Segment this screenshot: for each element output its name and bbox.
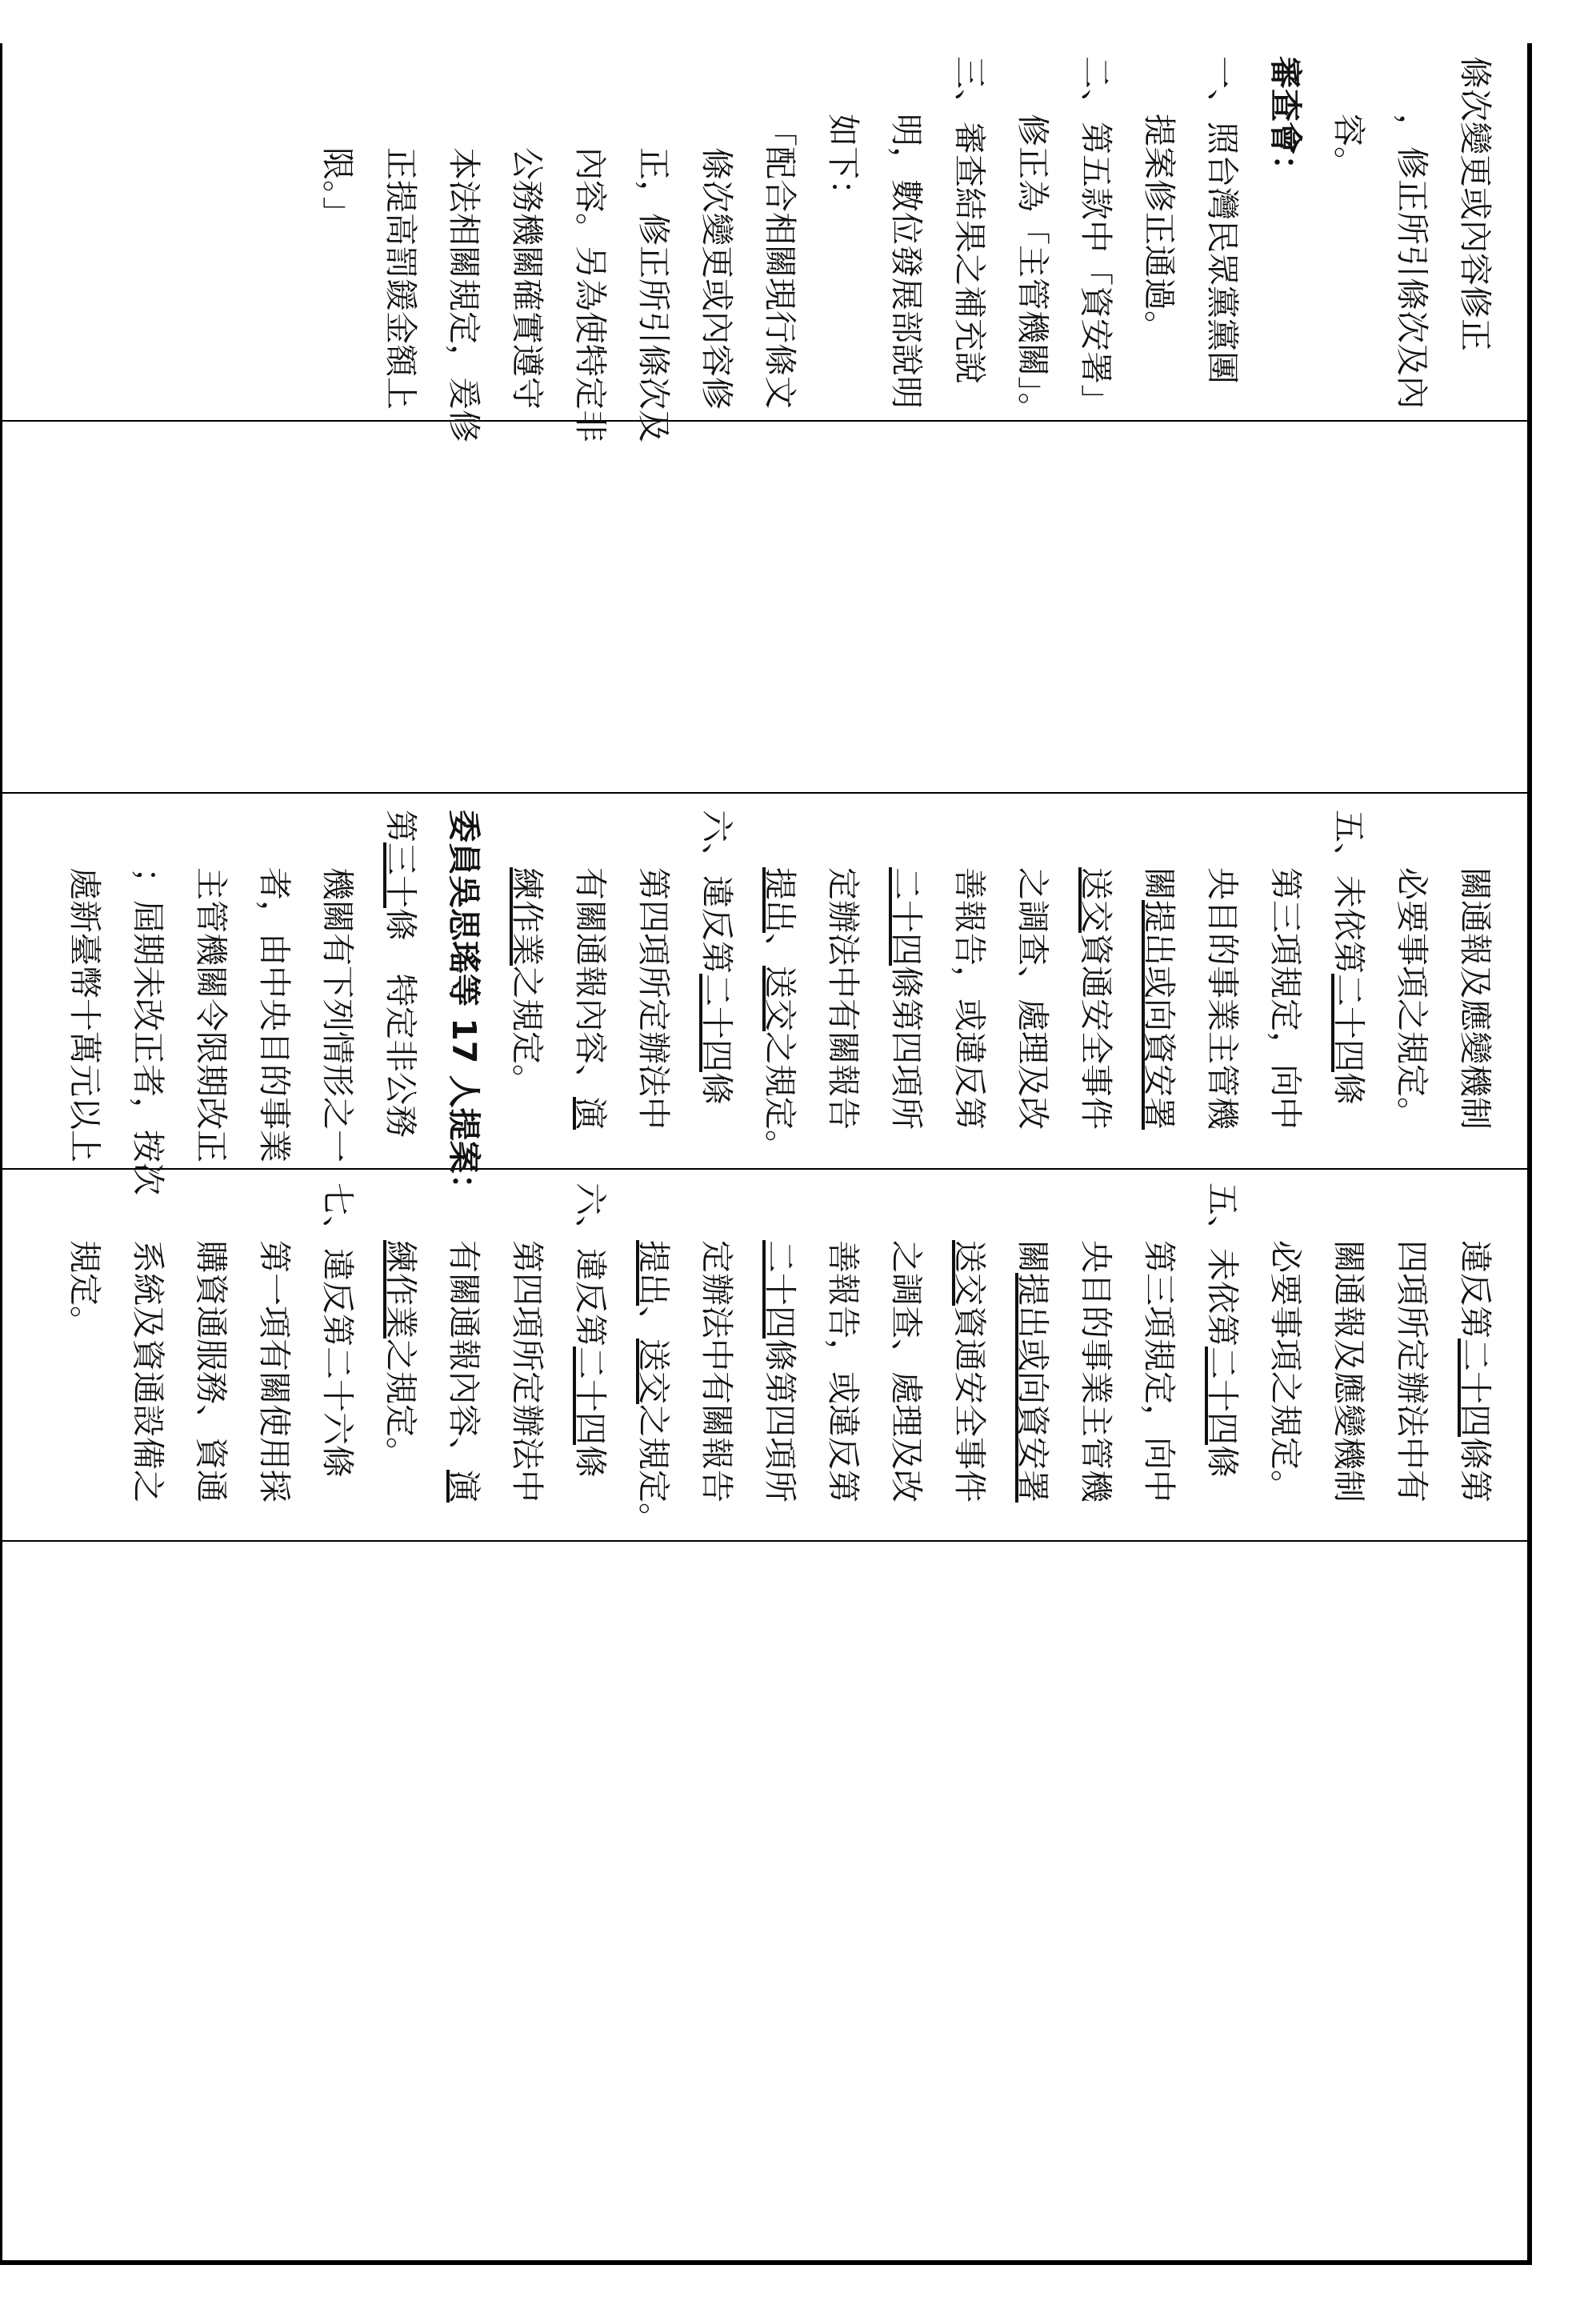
text-segment: 第三項規定，向中 <box>1140 1240 1178 1503</box>
text-segment: 第四項所定辦法中 <box>508 1240 546 1503</box>
text-segment: 、 <box>761 933 799 966</box>
text-segment: 資通安全事件 <box>1077 933 1115 1130</box>
text-line <box>369 810 432 1154</box>
text-segment: 者，由中央目的事業 <box>255 867 294 1163</box>
text-segment: 二十四 <box>761 1240 799 1339</box>
text-segment: 一、照台灣民眾黨黨團 <box>1203 56 1242 384</box>
text-segment: 二十四 <box>1203 1347 1242 1445</box>
text-segment: 五、未依第 <box>1330 810 1368 974</box>
text-segment: 條 <box>571 1445 610 1478</box>
text-segment: 、 <box>634 1306 673 1339</box>
text-line <box>495 56 558 410</box>
text-line <box>1064 56 1127 417</box>
text-segment: 明，數位發展部說明 <box>887 114 926 409</box>
text-line <box>811 1183 874 1527</box>
text-segment: 演 <box>445 1470 483 1503</box>
text-segment: 第一項有關使用採 <box>255 1240 294 1503</box>
text-line <box>685 810 748 1154</box>
text-line <box>1443 810 1506 1154</box>
text-line <box>685 1183 748 1527</box>
text-segment: 第 <box>382 810 420 842</box>
text-line <box>874 1183 938 1527</box>
text-segment: 送交 <box>634 1339 673 1404</box>
text-line <box>495 810 558 1154</box>
text-segment: 條 <box>1330 1072 1368 1105</box>
text-segment: 二十四 <box>698 974 736 1072</box>
text-line <box>811 56 874 400</box>
text-segment: 送交 <box>1077 867 1115 933</box>
text-line <box>1380 1183 1443 1527</box>
text-line <box>306 810 369 1163</box>
text-segment: 內容。另為使特定非 <box>571 147 610 442</box>
text-line <box>558 56 622 442</box>
text-line <box>938 810 1001 1154</box>
text-segment: 關 <box>1140 867 1178 900</box>
text-line <box>1254 1183 1317 1527</box>
text-segment: 機關有下列情形之一 <box>318 867 357 1163</box>
text-segment: 五、未依第 <box>1203 1183 1242 1347</box>
text-line <box>748 56 811 409</box>
text-segment: 二十四 <box>887 867 926 966</box>
text-segment: 提出或向資安署 <box>1014 1273 1052 1503</box>
text-segment: 第三項規定，向中 <box>1266 867 1305 1130</box>
text-segment: 七、違反第二十六條 <box>318 1183 357 1478</box>
text-line <box>938 1183 1001 1527</box>
text-line <box>432 56 495 442</box>
text-segment: 之規定。 <box>382 1339 420 1470</box>
text-line <box>685 56 748 410</box>
text-segment: 定辦法中有關報告 <box>698 1240 736 1503</box>
text-segment: 關通報及應變機制 <box>1456 867 1494 1130</box>
text-segment: 提出或向資安署 <box>1140 900 1178 1130</box>
text-segment: 二十四 <box>571 1347 610 1445</box>
text-line <box>432 810 495 1207</box>
text-segment: 送交 <box>950 1240 989 1306</box>
existing-text-cell <box>53 1183 1506 1535</box>
text-segment: 提出 <box>761 867 799 933</box>
text-line <box>622 810 685 1154</box>
text-line <box>938 56 1001 400</box>
text-segment: 有關通報內容、 <box>445 1240 483 1470</box>
text-line <box>1001 810 1064 1154</box>
column-divider <box>0 1540 1532 1542</box>
text-segment: 條第 <box>1456 1437 1494 1503</box>
text-segment: 條第四項所 <box>887 966 926 1130</box>
text-segment: ；屆期未改正者，按次 <box>129 867 167 1195</box>
text-line <box>242 810 306 1163</box>
text-segment: 系統及資通設備之 <box>129 1240 167 1503</box>
text-segment: 送交 <box>761 966 799 1031</box>
text-segment: 之規定。 <box>634 1404 673 1535</box>
text-segment: 第四項所定辦法中 <box>634 867 673 1130</box>
text-segment: 央目的事業主管機 <box>1203 867 1242 1130</box>
column-divider <box>0 1168 1532 1170</box>
text-line <box>1001 56 1064 426</box>
text-line <box>432 1183 495 1527</box>
text-segment: 主管機關令限期改正 <box>192 867 230 1163</box>
text-segment: 違反第 <box>1456 1240 1494 1339</box>
text-line <box>622 1183 685 1535</box>
text-segment: 有關通報內容、 <box>571 867 610 1097</box>
text-line <box>1380 56 1443 409</box>
text-segment: 善報告，或違反第 <box>950 867 989 1130</box>
text-line <box>1190 1183 1254 1527</box>
text-segment: 條次變更或內容修 <box>698 147 736 410</box>
text-line <box>242 1183 306 1527</box>
text-segment: 條 特定非公務 <box>382 908 420 1138</box>
review-explanation-cell <box>306 56 1506 442</box>
text-segment: 三、審查結果之補充說 <box>950 56 989 384</box>
text-line <box>748 810 811 1163</box>
text-segment: 提案修正通過。 <box>1140 114 1178 343</box>
text-line <box>1443 1183 1506 1527</box>
text-segment: 練作業 <box>382 1240 420 1339</box>
text-line <box>748 1183 811 1527</box>
text-segment: 正提高罰鍰金額上 <box>382 147 420 410</box>
text-segment: ，修正所引條次及內 <box>1393 114 1431 409</box>
text-segment: 演 <box>571 1097 610 1130</box>
text-line <box>1064 1183 1127 1527</box>
text-segment: 本法相關規定，爰修 <box>445 147 483 442</box>
text-segment: 六、違反第 <box>698 810 736 974</box>
text-segment: 二十四 <box>1456 1339 1494 1437</box>
text-segment: 修正為「主管機關」。 <box>1014 114 1052 426</box>
text-segment: 定辦法中有關報告 <box>824 867 862 1130</box>
text-line <box>179 810 242 1163</box>
text-segment: 條次變更或內容修正 <box>1456 56 1494 351</box>
text-line <box>811 810 874 1154</box>
text-line <box>495 1183 558 1527</box>
text-segment: 規定。 <box>66 1240 104 1339</box>
text-segment: 善報告，或違反第 <box>824 1240 862 1503</box>
text-segment: 「配合相關現行條文 <box>761 114 799 409</box>
text-line <box>558 810 622 1154</box>
text-segment: 二十四 <box>1330 974 1368 1072</box>
text-line <box>116 810 179 1195</box>
text-segment: 之規定。 <box>508 966 546 1097</box>
text-line <box>1001 1183 1064 1527</box>
text-segment: 必要事項之規定。 <box>1266 1240 1305 1503</box>
text-segment: 條 <box>698 1072 736 1105</box>
text-line <box>1127 1183 1190 1527</box>
text-segment: 條 <box>1203 1445 1242 1478</box>
text-segment: 練作業 <box>508 867 546 966</box>
text-line <box>116 1183 179 1527</box>
text-segment: 處新臺幣十萬元以上 <box>66 867 104 1163</box>
text-segment: 關通報及應變機制 <box>1330 1240 1368 1503</box>
text-line <box>1127 810 1190 1154</box>
text-segment: 資通安全事件 <box>950 1306 989 1503</box>
text-line <box>306 56 369 400</box>
text-segment: 央目的事業主管機 <box>1077 1240 1115 1503</box>
text-line <box>874 56 938 409</box>
text-line <box>369 56 432 410</box>
text-segment: 四項所定辦法中有 <box>1393 1240 1431 1503</box>
right-border-rule <box>0 2260 1532 2265</box>
text-line <box>1190 810 1254 1154</box>
text-segment: 委員吳思瑤等 17 人提案： <box>445 810 483 1207</box>
text-line <box>53 810 116 1163</box>
text-segment: 條第四項所 <box>761 1339 799 1503</box>
text-line <box>369 1183 432 1527</box>
text-line <box>306 1183 369 1527</box>
text-line <box>179 1183 242 1527</box>
text-line <box>1127 56 1190 400</box>
text-line <box>1317 1183 1380 1527</box>
text-segment: 購資通服務、資通 <box>192 1240 230 1503</box>
text-line <box>1254 810 1317 1154</box>
text-segment: 三十 <box>382 842 420 908</box>
text-line <box>53 1183 116 1527</box>
text-segment: 審查會： <box>1266 56 1305 187</box>
text-segment: 六、違反第 <box>571 1183 610 1347</box>
text-segment: 必要事項之規定。 <box>1393 867 1431 1130</box>
top-border-rule <box>1527 43 1532 2265</box>
text-segment: 限。」 <box>318 147 357 230</box>
text-line <box>1443 56 1506 400</box>
text-line <box>1317 810 1380 1154</box>
column-divider <box>0 420 1532 422</box>
text-segment: 之規定。 <box>761 1031 799 1163</box>
text-line <box>1190 56 1254 400</box>
text-segment: 如下： <box>824 114 862 212</box>
text-segment: 公務機關確實遵守 <box>508 147 546 410</box>
text-segment: 之調查、處理及改 <box>1014 867 1052 1130</box>
text-segment: 提出 <box>634 1240 673 1306</box>
text-line <box>1254 56 1317 400</box>
bottom-border-rule <box>0 43 2 2265</box>
proposal-text-cell <box>53 810 1506 1207</box>
text-line <box>1064 810 1127 1154</box>
text-segment: 正，修正所引條次及 <box>634 147 673 442</box>
text-line <box>558 1183 622 1527</box>
text-segment: 之調查、處理及改 <box>887 1240 926 1503</box>
column-divider <box>0 792 1532 794</box>
text-line <box>1380 810 1443 1154</box>
text-line <box>1317 56 1380 400</box>
text-line <box>874 810 938 1154</box>
text-segment: 容。 <box>1330 114 1368 179</box>
text-segment: 二、第五款中「資安署」 <box>1077 56 1115 417</box>
text-segment: 關 <box>1014 1240 1052 1273</box>
text-line <box>622 56 685 442</box>
